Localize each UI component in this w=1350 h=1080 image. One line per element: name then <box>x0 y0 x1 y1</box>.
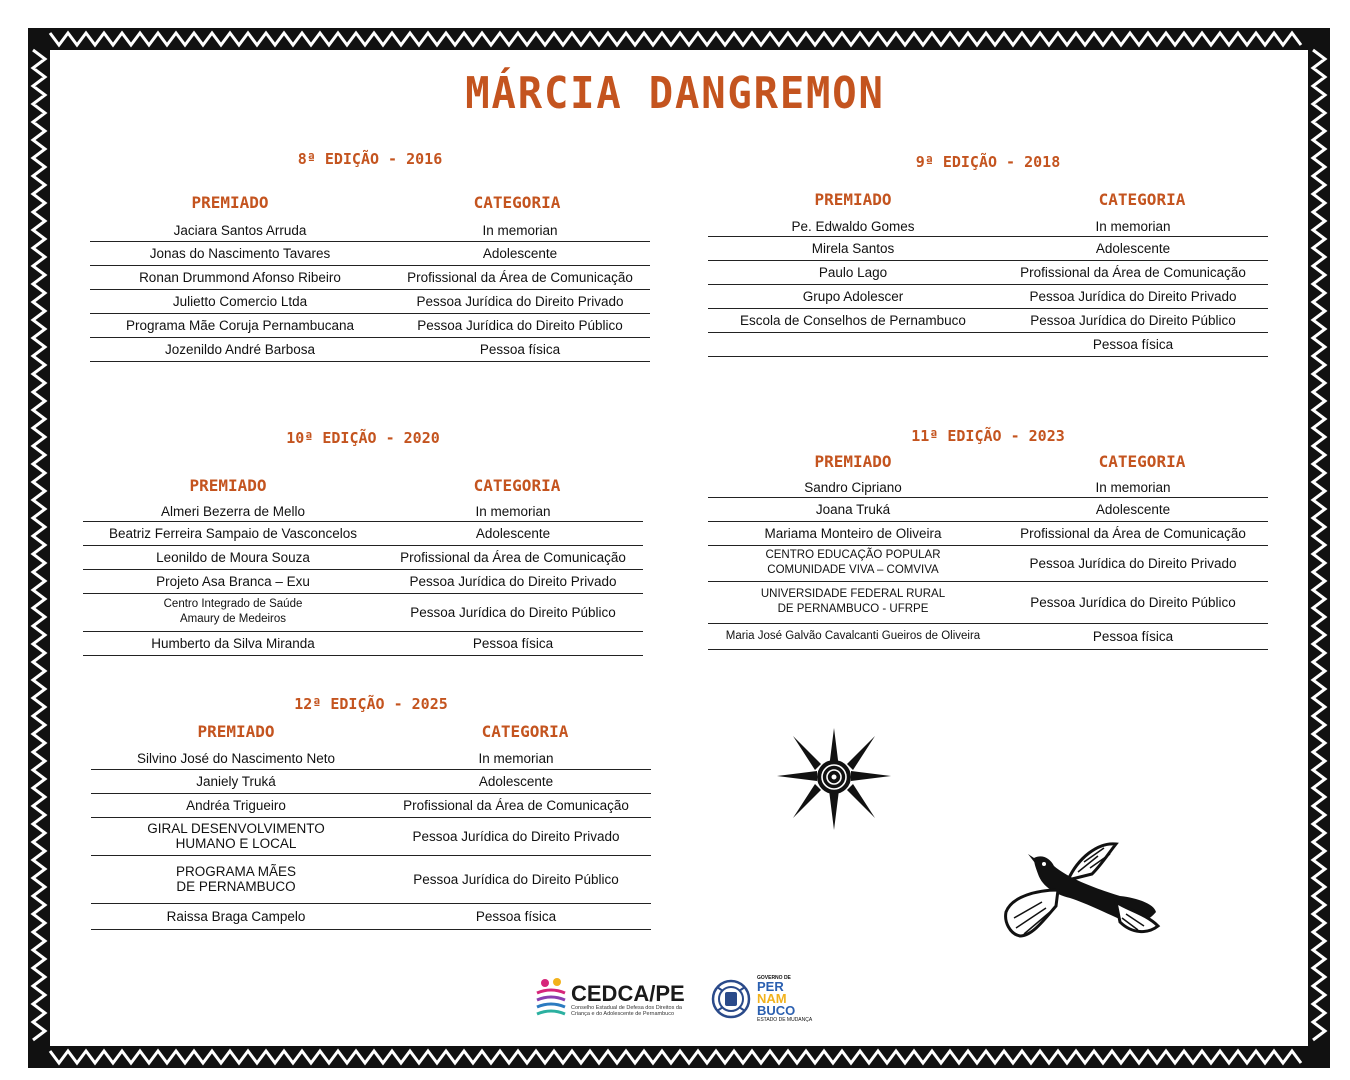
premiado-cell: Sandro Cipriano <box>804 479 902 495</box>
premiado-cell: Beatriz Ferreira Sampaio de Vasconcelos <box>108 525 358 541</box>
categoria-cell: Pessoa Jurídica do Direito Público <box>1030 312 1236 328</box>
cedca-emblem-icon <box>535 977 569 1017</box>
column-header-categoria: CATEGORIA <box>473 193 561 212</box>
premiado-cell: Julietto Comercio Ltda <box>172 293 308 309</box>
premiado-cell: Centro Integrado de Saúde Amaury de Medeiros <box>163 598 303 625</box>
categoria-cell: In memorian <box>482 222 558 238</box>
categoria-cell: Pessoa Jurídica do Direito Público <box>417 317 623 333</box>
premiado-cell: Jonas do Nascimento Tavares <box>149 245 331 261</box>
edition-title: 8ª EDIÇÃO - 2016 <box>297 150 443 168</box>
premiado-cell: Humberto da Silva Miranda <box>151 635 315 651</box>
premiado-cell: UNIVERSIDADE FEDERAL RURAL DE PERNAMBUCO - UFRPE <box>760 588 946 615</box>
column-header-categoria: CATEGORIA <box>1098 190 1186 209</box>
column-header-premiado: PREMIADO <box>197 722 275 741</box>
categoria-cell: Pessoa Jurídica do Direito Privado <box>412 828 620 844</box>
table-row <box>83 593 643 632</box>
categoria-cell: Pessoa Jurídica do Direito Público <box>413 871 619 887</box>
categoria-cell: In memorian <box>475 503 551 519</box>
categoria-cell: Pessoa física <box>1092 336 1174 352</box>
categoria-cell: Profissional da Área de Comunicação <box>400 549 626 565</box>
edition-title: 10ª EDIÇÃO - 2020 <box>286 429 440 447</box>
premiado-cell: PROGRAMA MÃES DE PERNAMBUCO <box>175 864 297 894</box>
table-row <box>91 793 651 818</box>
premiado-cell: Maria José Galvão Cavalcanti Gueiros de Oliveira <box>725 629 981 642</box>
table-row <box>708 497 1268 522</box>
table-row <box>83 521 643 546</box>
categoria-cell: Pessoa Jurídica do Direito Privado <box>416 293 624 309</box>
premiado-cell: Pe. Edwaldo Gomes <box>791 218 915 234</box>
categoria-cell: Profissional da Área de Comunicação <box>403 797 629 813</box>
table-row <box>83 501 643 522</box>
premiado-cell: Andréa Trigueiro <box>186 797 286 813</box>
table-row <box>91 817 651 856</box>
footer-logos <box>535 973 825 1025</box>
table-row <box>90 337 650 362</box>
column-header-categoria: CATEGORIA <box>1098 452 1186 471</box>
premiado-cell: Paulo Lago <box>818 264 888 280</box>
categoria-cell: Profissional da Área de Comunicação <box>407 269 633 285</box>
table-row <box>708 477 1268 498</box>
premiado-cell: Janiely Truká <box>196 773 276 789</box>
categoria-cell: Adolescente <box>1095 240 1171 256</box>
table-row <box>90 219 650 242</box>
table-row <box>90 265 650 290</box>
premiado-cell: CENTRO EDUCAÇÃO POPULAR COMUNIDADE VIVA – COMVIVA <box>765 549 941 576</box>
categoria-cell: Adolescente <box>475 525 551 541</box>
categoria-cell: Adolescente <box>482 245 558 261</box>
categoria-cell: Pessoa Jurídica do Direito Privado <box>409 573 617 589</box>
table-row <box>83 569 643 594</box>
premiado-cell: Projeto Asa Branca – Exu <box>156 573 310 589</box>
premiado-cell: Joana Truká <box>815 501 891 517</box>
table-row <box>708 284 1268 309</box>
table-row <box>90 289 650 314</box>
column-header-premiado: PREMIADO <box>814 452 892 471</box>
edition-title: 11ª EDIÇÃO - 2023 <box>911 427 1065 445</box>
table-row <box>708 581 1268 624</box>
table-row <box>90 313 650 338</box>
table-row <box>83 545 643 570</box>
premiado-cell: Grupo Adolescer <box>802 288 904 304</box>
table-row <box>708 236 1268 261</box>
column-header-categoria: CATEGORIA <box>481 722 569 741</box>
page-title: MÁRCIA DANGREMON <box>465 68 885 119</box>
premiado-cell <box>708 332 998 356</box>
table-row <box>83 631 643 656</box>
table-row <box>708 216 1268 237</box>
categoria-cell: Pessoa Jurídica do Direito Privado <box>1029 288 1237 304</box>
column-header-premiado: PREMIADO <box>191 193 269 212</box>
categoria-cell: Adolescente <box>478 773 554 789</box>
premiado-cell: Escola de Conselhos de Pernambuco <box>740 312 966 328</box>
categoria-cell: In memorian <box>1095 218 1171 234</box>
table-row <box>91 903 651 930</box>
premiado-cell: Leonildo de Moura Souza <box>156 549 310 565</box>
pe-line-2: NAM <box>757 991 787 1006</box>
categoria-cell: Pessoa Jurídica do Direito Privado <box>1029 555 1237 571</box>
table-row <box>708 308 1268 333</box>
premiado-cell: Jozenildo André Barbosa <box>164 341 316 357</box>
column-header-premiado: PREMIADO <box>814 190 892 209</box>
cedca-logo-subtitle: Conselho Estadual de Defesa dos Direitos da Criança e do Adolescente de Pernambuco <box>571 1005 682 1017</box>
categoria-cell: Pessoa física <box>475 908 557 924</box>
categoria-cell: Pessoa física <box>1092 628 1174 644</box>
premiado-cell: Jaciara Santos Arruda <box>173 222 307 238</box>
sun-icon <box>775 726 893 832</box>
cedca-logo-name: CEDCA/PE <box>571 981 685 1006</box>
premiado-cell: Raissa Braga Campelo <box>166 908 306 924</box>
pe-line-1: PER <box>757 979 784 994</box>
premiado-cell: Ronan Drummond Afonso Ribeiro <box>139 269 341 285</box>
pernambuco-logo <box>757 975 827 1023</box>
table-row <box>708 332 1268 357</box>
table-row <box>91 747 651 770</box>
categoria-cell: Adolescente <box>1095 501 1171 517</box>
table-row <box>708 260 1268 285</box>
categoria-cell: In memorian <box>478 750 554 766</box>
table-row <box>708 623 1268 650</box>
table-row <box>91 855 651 904</box>
premiado-cell: Mariama Monteiro de Oliveira <box>764 525 942 541</box>
categoria-cell: Pessoa física <box>479 341 561 357</box>
categoria-cell: In memorian <box>1095 479 1171 495</box>
table-row <box>91 769 651 794</box>
categoria-cell: Profissional da Área de Comunicação <box>1020 525 1246 541</box>
categoria-cell: Pessoa Jurídica do Direito Público <box>1030 594 1236 610</box>
bird-icon <box>998 838 1162 942</box>
premiado-cell: Programa Mãe Coruja Pernambucana <box>125 317 355 333</box>
edition-title: 12ª EDIÇÃO - 2025 <box>294 695 448 713</box>
edition-title: 9ª EDIÇÃO - 2018 <box>915 153 1061 171</box>
premiado-cell: Almeri Bezerra de Mello <box>160 503 306 519</box>
pernambuco-coat-of-arms-icon <box>711 977 751 1021</box>
pe-line-3: BUCO <box>757 1003 796 1018</box>
table-row <box>708 521 1268 546</box>
column-header-premiado: PREMIADO <box>189 476 267 495</box>
column-header-categoria: CATEGORIA <box>473 476 561 495</box>
pe-state-label: ESTADO DE MUDANÇA <box>757 1017 813 1023</box>
premiado-cell: Silvino José do Nascimento Neto <box>136 750 336 766</box>
categoria-cell: Pessoa física <box>472 635 554 651</box>
premiado-cell: Mirela Santos <box>811 240 895 256</box>
table-row <box>708 545 1268 582</box>
premiado-cell: GIRAL DESENVOLVIMENTO HUMANO E LOCAL <box>147 821 325 851</box>
table-row <box>90 241 650 266</box>
categoria-cell: Profissional da Área de Comunicação <box>1020 264 1246 280</box>
categoria-cell: Pessoa Jurídica do Direito Público <box>410 604 616 620</box>
pe-gov-label: GOVERNO DE <box>757 975 791 981</box>
